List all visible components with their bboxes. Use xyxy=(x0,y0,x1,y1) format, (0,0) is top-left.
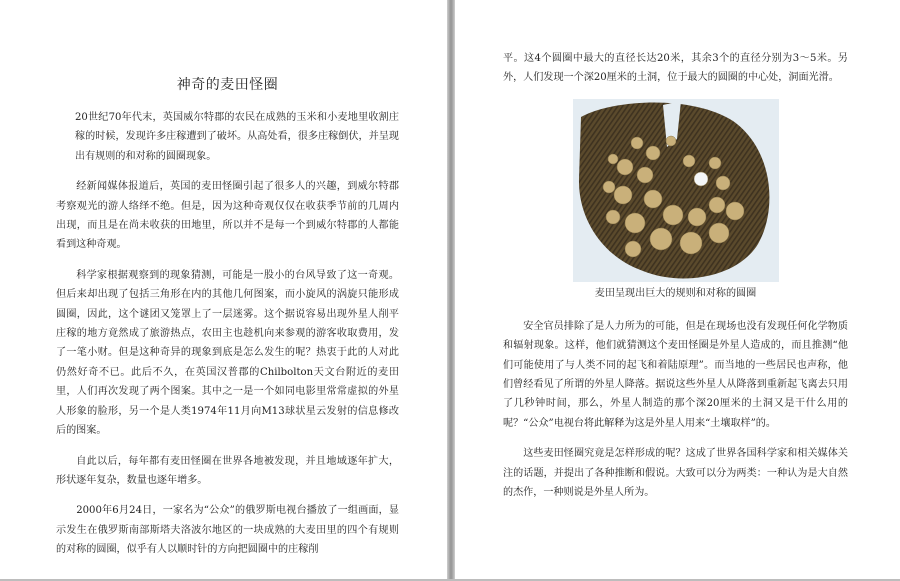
paragraph: 2000年6月24日，一家名为“公众”的俄罗斯电视台播放了一组画面，显示发生在俄罗斯南部斯塔夫洛波尔地区的一块成熟的大麦田里的四个有规则的对称的圆圈，似乎有人以顺时针的方向把圆圈中的庄稼削 xyxy=(56,505,399,556)
paragraph: 这些麦田怪圈究竟是怎样形成的呢？这成了世界各国科学家和相关媒体关注的话题，并提出了各种推断和假说。大致可以分为两类：一种认为是大自然的杰作，一种则说是外星人所为。 xyxy=(503,448,848,499)
paragraph: 科学家根据观察到的现象猜测，可能是一股小的台风导致了这一奇观。但后来却出现了包括三角形在内的其他几何图案，而小旋风的涡旋只能形成圆圈，因此，这个谜团又笼罩上了一层迷雾。这个据说容易出现外星人削平庄稼的地方竟然成了旅游热点，农田主也趁机向来参观的游客收取费用，发了一笔小财。但是这种奇异的现象到底是怎么发生的呢？热衷于此的人对此仍然好奇不已。此后不久，在英国汉普郡的Chilbolton天文台附近的麦田里，人们再次发现了两个图案。其中之一是一个如同电影里常常虚拟的外星人形象的脸形，另一个是人类1974年11月向M13球状星云发射的信息修改后的图案。 xyxy=(56,269,399,437)
crop-circle-photo xyxy=(573,99,779,282)
page-title: 神奇的麦田怪圈 xyxy=(176,77,279,93)
right-page xyxy=(455,0,900,581)
paragraph: 平。这4个圆圈中最大的直径长达20米，其余3个的直径分别为3～5米。另外，人们发现一个深20厘米的土洞，位于最大的圆圈的中心处，洞面光滑。 xyxy=(503,53,848,84)
paragraph: 安全官员排除了是人力所为的可能，但是在现场也没有发现任何化学物质和辐射现象。这样，他们就猜测这个麦田怪圈是外星人造成的，而且推测“他们可能使用了与人类不同的起飞和着陆原理”。而当地的一些居民也声称，他们曾经看见了所谓的外星人降落。据说这些外星人从降落到重新起飞离去只用了几秒钟时间，那么，外星人制造的那个深20厘米的土洞又是干什么用的呢？“公众”电视台将此解释为这是外星人用来“土壤取样”的。 xyxy=(503,320,848,429)
paragraph: 经新闻媒体报道后，英国的麦田怪圈引起了很多人的兴趣，到威尔特郡考察观光的游人络绎不绝。但是，因为这种奇观仅仅在收获季节前的几周内出现，而且是在尚未收获的田地里，所以并不是每一个到威尔特郡的人都能看到这种奇观。 xyxy=(56,181,399,251)
left-page xyxy=(0,0,447,581)
figure-caption: 麦田呈现出巨大的规则和对称的圆圈 xyxy=(594,287,757,299)
paragraph: 20世纪70年代末，英国威尔特郡的农民在成熟的玉米和小麦地里收割庄稼的时候，发现许多庄稼遭到了破坏。从高处看，很多庄稼倒伏，并呈现出有规则的和对称的圆圈现象。 xyxy=(75,112,399,162)
book-gutter xyxy=(447,0,455,581)
figure xyxy=(503,99,848,303)
paragraph: 自此以后，每年都有麦田怪圈在世界各地被发现，并且地域逐年扩大，形状逐年复杂，数量也逐年增多。 xyxy=(56,455,399,486)
